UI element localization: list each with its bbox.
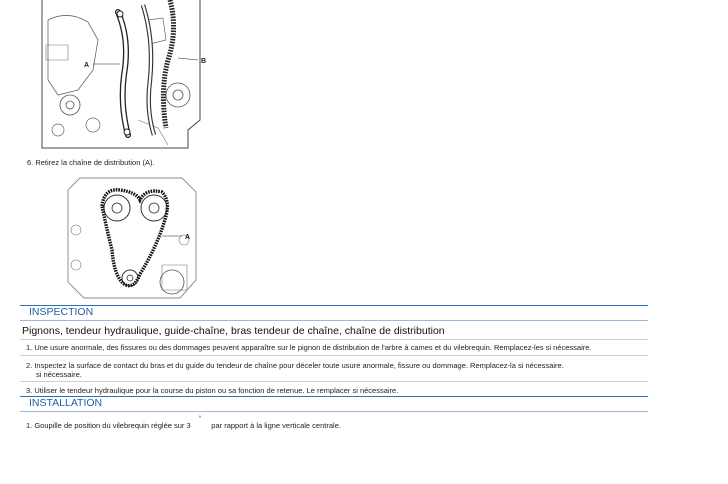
installation-item-1-suffix: par rapport à la ligne verticale centrale. <box>211 421 341 430</box>
degree-symbol: ° <box>198 416 202 422</box>
installation-header <box>20 396 648 412</box>
inspection-item-2: 2. Inspectez la surface de contact du bras et du guide du tendeur de chaîne pour déceler toute usure anormale, fissure ou dommage. Remplacez-la si nécessaire. <box>26 361 564 370</box>
inspection-subheading: Pignons, tendeur hydraulique, guide-chaîne, bras tendeur de chaîne, chaîne de distribution <box>22 325 445 337</box>
divider <box>20 381 648 382</box>
installation-item-1 <box>26 416 341 432</box>
figure-top-chain-guide <box>38 0 218 150</box>
installation-heading: INSTALLATION <box>29 397 103 409</box>
inspection-item-1: 1. Une usure anormale, des fissures ou des dommages peuvent apparaître sur le pignon de distribution de l'arbre à cames et du vilebrequin. Remplacez-les si nécessaire. <box>26 343 592 352</box>
divider <box>20 339 648 340</box>
inspection-item-2-continuation: si nécessaire. <box>36 370 82 379</box>
installation-item-1-text: 1. Goupille de position du vilebrequin réglée sur 3 <box>26 421 191 430</box>
callout-a-top: A <box>84 62 90 69</box>
inspection-heading: INSPECTION <box>29 306 94 318</box>
inspection-header <box>20 305 648 321</box>
callout-b-top: B <box>201 58 207 65</box>
step-6-text: 6. Retirez la chaîne de distribution (A). <box>27 158 155 167</box>
divider <box>20 355 648 356</box>
callout-a-middle: A <box>185 234 191 241</box>
inspection-item-3: 3. Utiliser le tendeur hydraulique pour la course du piston ou sa fonction de retenue. Le remplacer si nécessaire. <box>26 386 399 395</box>
figure-timing-chain <box>62 170 202 304</box>
